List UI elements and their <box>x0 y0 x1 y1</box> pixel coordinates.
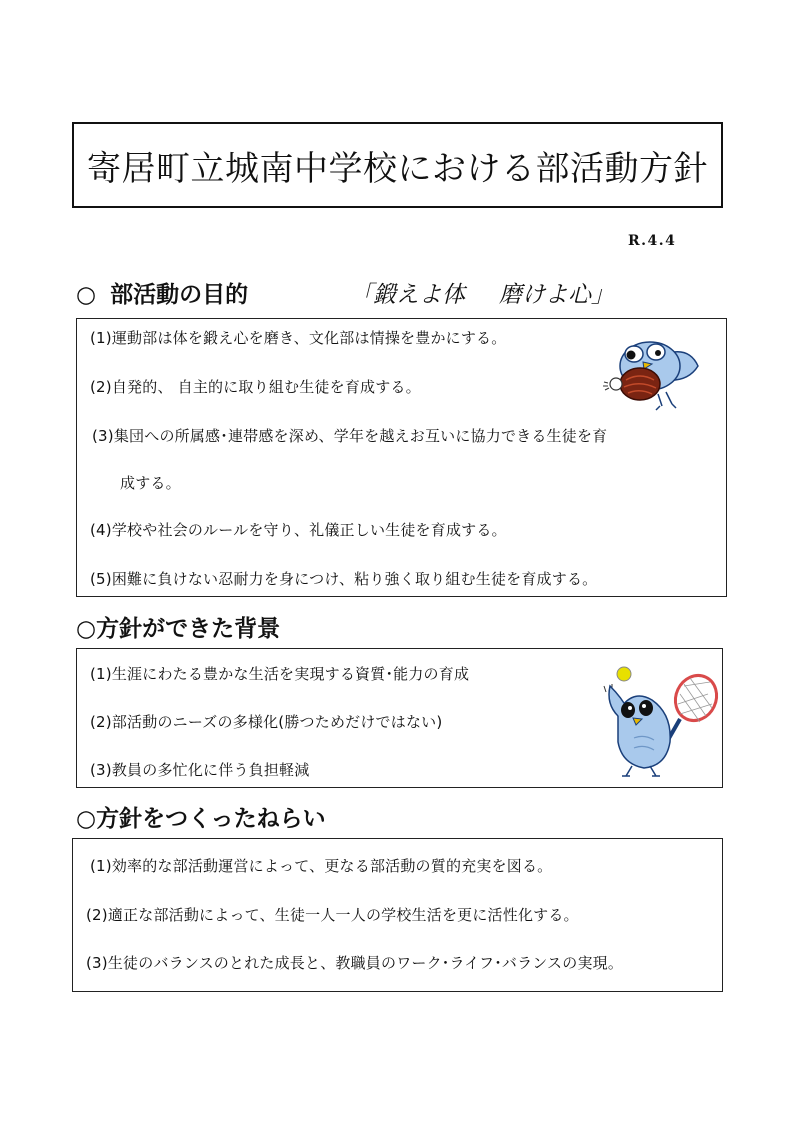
section1-heading <box>76 276 248 309</box>
motto-part1: 「鍛えよ体 <box>350 282 465 308</box>
purpose-item-3-cont: 成する。 <box>120 474 181 492</box>
page-title: 寄居町立城南中学校における部活動方針 <box>87 148 708 189</box>
background-item-1: (1)生涯にわたる豊かな生活を実現する資質･能力の育成 <box>90 665 470 683</box>
bird-glove-illustration <box>600 326 710 412</box>
purpose-item-4: (4)学校や社会のルールを守り、礼儀正しい生徒を育成する。 <box>90 521 507 539</box>
motto <box>350 276 614 309</box>
purpose-item-5: (5)困難に負けない忍耐力を身につけ、粘り強く取り組む生徒を育成する。 <box>90 570 598 588</box>
section3-heading: ○方針をつくったねらい <box>76 806 326 832</box>
purpose-item-1: (1)運動部は体を鍛え心を磨き、文化部は情操を豊かにする。 <box>90 329 507 347</box>
date-label: R.4.4 <box>628 233 677 249</box>
aims-item-3: (3)生徒のバランスのとれた成長と、教職員のワーク･ライフ･バランスの実現。 <box>86 954 624 972</box>
bird-racket-illustration <box>588 664 720 782</box>
aims-item-2: (2)適正な部活動によって、生徒一人一人の学校生活を更に活性化する。 <box>86 906 579 924</box>
purpose-item-2: (2)自発的、 自主的に取り組む生徒を育成する。 <box>90 378 421 396</box>
section1-mark: ○ <box>76 282 97 308</box>
section1-heading-text: 部活動の目的 <box>110 282 249 308</box>
background-item-3: (3)教員の多忙化に伴う負担軽減 <box>90 761 310 779</box>
purpose-item-3: (3)集団への所属感･連帯感を深め、学年を越えお互いに協力できる生徒を育 <box>92 427 608 445</box>
section2-heading: ○方針ができた背景 <box>76 616 281 642</box>
motto-part2: 磨けよ心」 <box>499 282 614 308</box>
aims-item-1: (1)効率的な部活動運営によって、更なる部活動の質的充実を図る。 <box>90 857 553 875</box>
title-box <box>72 122 723 208</box>
background-item-2: (2)部活動のニーズの多様化(勝つためだけではない) <box>90 713 443 731</box>
